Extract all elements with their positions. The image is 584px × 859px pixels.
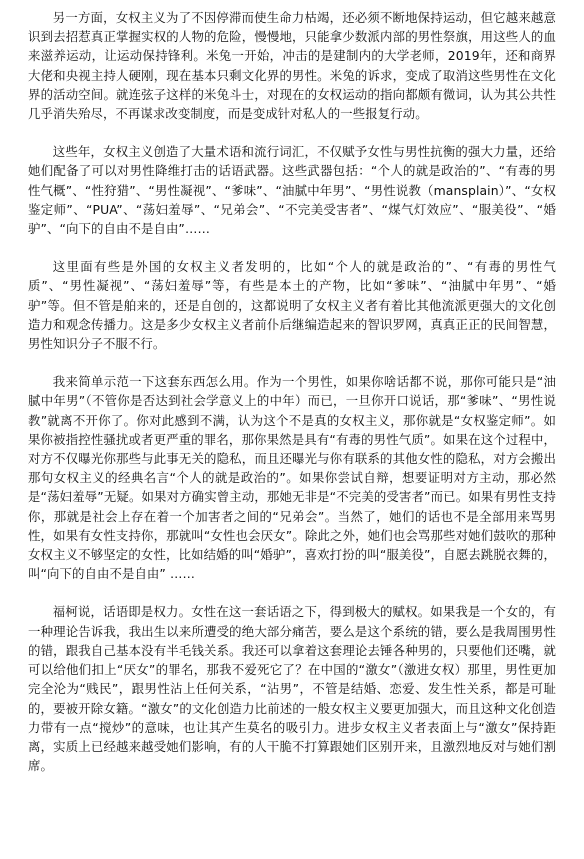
paragraph-3: 这里面有些是外国的女权主义者发明的，比如“个人的就是政治的”、“有毒的男性气质”、“男性凝视”、“荡妇羞辱”等，有些是本土的产物，比如“爹味”、“油腻中年男”、“婚驴”等。但不管是舶来的，还是自创的，这都说明了女权主义者有着比其他流派更强大的文化创造力和观念传播力。这是多少女权主义者前仆后继编造起来的智识罗网，真真正正的民间智慧，男性知识分子不服不行。 xyxy=(28,259,556,352)
paragraph-1: 另一方面，女权主义为了不因停滞而使生命力枯竭，还必须不断地保持运动，但它越来越意识到去招惹真正掌握实权的人物的危险，慢慢地，只能拿少数派内部的男性祭旗，用这些人的血来滋养运动，让运动保持锋利。米兔一开始，冲击的是建制内的大学老师，2019年，还和商界大佬和央视主持人硬刚，现在基本只剩文化界的男性。米兔的诉求，变成了取消这些男性在文化界的活动空间。就连弦子这样的米兔斗士，对现在的女权运动的指向都颇有微词，认为其公共性几乎消失殆尽，不再谋求改变制度，而是变成针对私人的一些报复行动。 xyxy=(28,10,556,122)
paragraph-5: 福柯说，话语即是权力。女性在这一套话语之下，得到极大的赋权。如果我是一个女的，有一种理论告诉我，我出生以来所遭受的绝大部分痛苦，要么是这个系统的错，要么是我周围男性的错，跟我自己基本没有半毛钱关系。我还可以拿着这套理论去锤各种男的，只要他们还嘴，就可以给他们扣上“厌女”的罪名，那我不爱死它了？在中国的“激女”（激进女权）那里，男性更加完全沦为“贱民”，跟男性沾上任何关系，“沾男”，不管是结婚、恋爱、发生性关系，都是可耻的，要被开除女籍。“激女”的文化创造力比前述的一般女权主义要更加强大，而且这种文化创造力带有一点“搅炒”的意味，也让其产生莫名的吸引力。进步女权主义者表面上与“激女”保持距离，实质上已经越来越受她们影响，有的人干脆不打算跟她们区别开来，且激烈地反对与她们割席。 xyxy=(28,604,556,774)
paragraph-4: 我来简单示范一下这套东西怎么用。作为一个男性，如果你啥话都不说，那你可能只是“油腻中年男”（不管你是否达到社会学意义上的中年）而已，一旦你开口说话，那“爹味”、“男性说教”就离不开你了。你对此感到不满，认为这个不是真的女权主义，那你就是“女权鉴定师”。如果你被指控性骚扰或者更严重的罪名，那你果然是具有“有毒的男性气质”。如果在这个过程中，对方不仅曝光你那些与此事无关的隐私，而且还曝光与你有联系的其他女性的隐私，对方会搬出那句女权主义的经典名言“个人的就是政治的”。如果你尝试自辩，想要证明对方主动，那必然是“荡妇羞辱”无疑。如果对方确实曾主动，那她无非是“不完美的受害者”而已。如果有男性支持你，那就是社会上存在着一个加害者之间的“兄弟会”。当然了，她们的话也不是全部用来骂男性，如果有女性支持你，那就叫“女性也会厌女”。除此之外，她们也会骂那些对她们鼓吹的那种女权主义不够坚定的女性，比如结婚的叫“婚驴”，喜欢打扮的叫“服美役”，自愿去跳脱衣舞的，叫“向下的自由不是自由” …… xyxy=(28,374,556,582)
paragraph-2: 这些年，女权主义创造了大量术语和流行词汇，不仅赋予女性与男性抗衡的强大力量，还给她们配备了可以对男性降维打击的话语武器。这些武器包括：“个人的就是政治的”、“有毒的男性气概”、“性狩猎”、“男性凝视”、“爹味”、“油腻中年男”、“男性说教（mansplain）”、“女权鉴定师”、“PUA”、“荡妇羞辱”、“兄弟会”、“不完美受害者”、“煤气灯效应”、“服美役”、“婚驴”、“向下的自由不是自由”…… xyxy=(28,144,556,237)
